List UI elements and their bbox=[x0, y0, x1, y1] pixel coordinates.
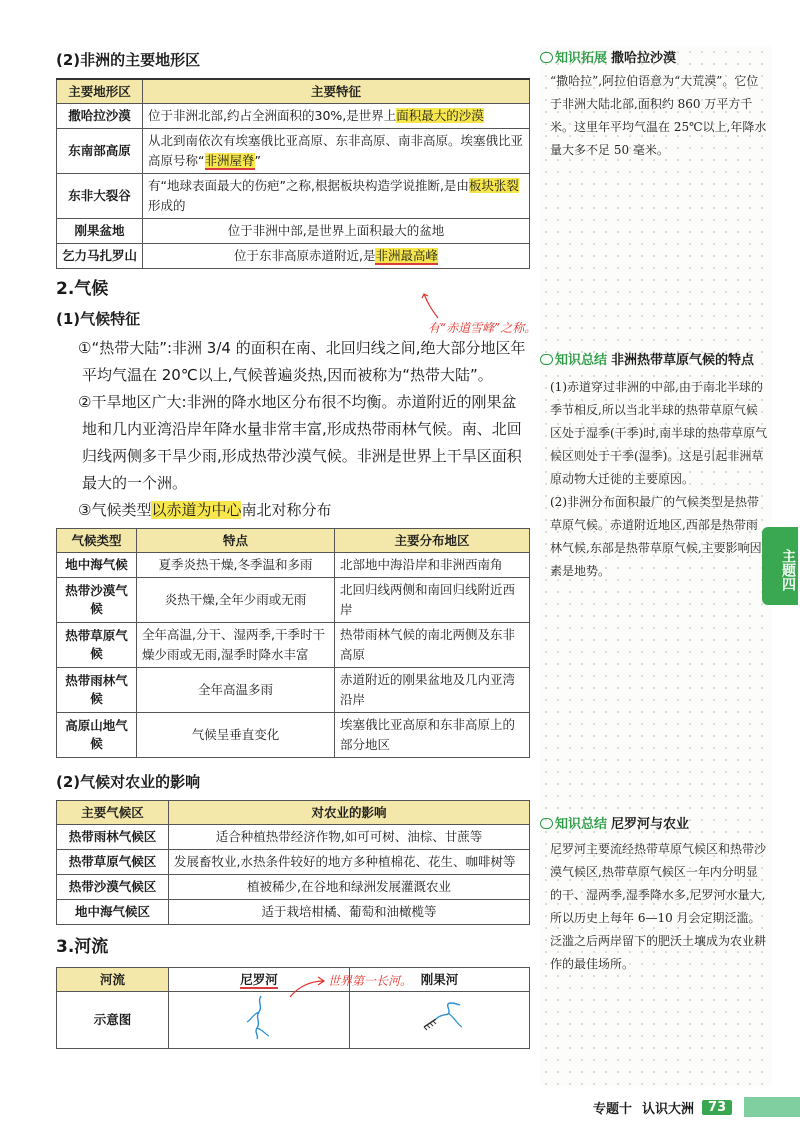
climate-region: 埃塞俄比亚高原和东非高原上的部分地区 bbox=[335, 712, 530, 757]
climate-region: 北部地中海沿岸和非洲西南角 bbox=[335, 552, 530, 577]
agri-effect: 植被稀少,在谷地和绿洲发展灌溉农业 bbox=[169, 874, 530, 899]
nile-diagram bbox=[169, 991, 350, 1048]
terrain-feature-pre: 有“地球表面最大的伤疤”之称,根据板块构造学说推断,是由 bbox=[148, 177, 469, 193]
terrain-feature-pre: 位于非洲北部,约占全洲面积的30%,是世界上 bbox=[148, 107, 397, 123]
terrain-feature bbox=[143, 218, 530, 243]
nile-river-sketch bbox=[239, 994, 279, 1040]
climate-p3-highlight: 以赤道为中心 bbox=[151, 500, 242, 519]
climate-region: 赤道附近的刚果盆地及几内亚湾沿岸 bbox=[335, 667, 530, 712]
climate-region: 北回归线两侧和南回归线附近西岸 bbox=[335, 577, 530, 622]
climate-p3-post: 南北对称分布 bbox=[241, 500, 332, 519]
climate-region: 热带雨林气候的南北两侧及东非高原 bbox=[335, 622, 530, 667]
terrain-name: 撒哈拉沙漠 bbox=[57, 103, 143, 128]
terrain-feature-pre: 从北到南依次有埃塞俄比亚高原、东非高原、南非高原。埃塞俄比亚高原号称“ bbox=[148, 132, 524, 168]
terrain-feature-highlight: 板块张裂 bbox=[468, 177, 519, 193]
kilimanjaro-note-arrow-icon bbox=[420, 292, 444, 322]
side-box2-p2: (2)非洲分布面积最广的气候类型是热带草原气候。赤道附近地区,西部是热带雨林气候,东部是热带草原气候,主要影响因素是地势。 bbox=[550, 495, 762, 578]
terrain-feature-highlight: 面积最大的沙漠 bbox=[396, 107, 484, 123]
table-row bbox=[57, 103, 530, 128]
terrain-name: 乞力马扎罗山 bbox=[57, 243, 143, 268]
climate-p1: ①“热带大陆”:非洲 3/4 的面积在南、北回归线之间,绝大部分地区年平均气温在 20℃以上,气候普遍炎热,因而被称为“热带大陆”。 bbox=[78, 338, 526, 384]
side-box1-header bbox=[540, 50, 772, 68]
side-box3-header bbox=[540, 816, 772, 834]
theme-tab: 主题四 bbox=[762, 527, 798, 605]
climate-type: 地中海气候 bbox=[57, 552, 137, 577]
terrain-name: 刚果盆地 bbox=[57, 218, 143, 243]
summary-icon bbox=[540, 354, 553, 365]
table-row bbox=[57, 712, 530, 757]
side-box3-badge bbox=[540, 816, 607, 834]
terrain-feature bbox=[143, 103, 530, 128]
river-diagram-label: 示意图 bbox=[57, 991, 169, 1048]
agri-zone: 热带沙漠气候区 bbox=[57, 874, 169, 899]
side-box1-text: “撒哈拉”,阿拉伯语意为“大荒漠”。它位于非洲大陆北部,面积约 860 万平方千米。这里年平均气温在 25℃以上,年降水量大多不足 50 毫米。 bbox=[550, 74, 767, 157]
climate-header-type: 气候类型 bbox=[57, 528, 137, 552]
climate-feature: 全年高温,分干、湿两季,干季时干燥少雨或无雨,湿季时降水丰富 bbox=[137, 622, 335, 667]
terrain-section-title: (2)非洲的主要地形区 bbox=[56, 51, 201, 69]
terrain-header-name: 主要地形区 bbox=[57, 79, 143, 103]
congo-river-sketch bbox=[410, 997, 470, 1037]
climate-p2: ②干旱地区广大:非洲的降水地区分布很不均衡。赤道附近的刚果盆地和几内亚湾沿岸年降水量非常丰富,形成热带雨林气候。南、北回归线两侧多干旱少雨,形成热带沙漠气候。非洲是世界上干旱区面积最大的一个洲。 bbox=[78, 392, 522, 492]
climate-type: 热带草原气候 bbox=[57, 622, 137, 667]
climate-type: 高原山地气候 bbox=[57, 712, 137, 757]
side-box2-badge bbox=[540, 352, 607, 370]
climate-type: 热带雨林气候 bbox=[57, 667, 137, 712]
terrain-name: 东非大裂谷 bbox=[57, 173, 143, 218]
climate-feature: 夏季炎热干燥,冬季温和多雨 bbox=[137, 552, 335, 577]
terrain-feature-post: 形成的 bbox=[148, 197, 186, 213]
side-box2-title: 非洲热带草原气候的特点 bbox=[611, 353, 755, 368]
side-box3-title: 尼罗河与农业 bbox=[611, 817, 690, 832]
table-row bbox=[57, 849, 530, 874]
river-nile-name: 尼罗河 bbox=[240, 972, 278, 987]
side-box2-header bbox=[540, 352, 772, 370]
table-row bbox=[57, 899, 530, 924]
agri-zone: 地中海气候区 bbox=[57, 899, 169, 924]
side-box2-p1: (1)赤道穿过非洲的中部,由于南北半球的季节相反,所以当北半球的热带草原气候区处于湿季(干季)时,南半球的热带草原气候区则处于干季(湿季)。这是引起非洲草原动物大迁徙的主要原因。 bbox=[550, 380, 768, 486]
footer-topic: 专题十 bbox=[593, 1101, 633, 1117]
agri-header-effect: 对农业的影响 bbox=[169, 800, 530, 824]
agri-title: (2)气候对农业的影响 bbox=[56, 772, 201, 791]
terrain-feature bbox=[143, 128, 530, 173]
climate-title: 2.气候 bbox=[56, 278, 109, 299]
page-number: 73 bbox=[702, 1100, 732, 1115]
terrain-feature-pre: 位于东非高原赤道附近,是 bbox=[234, 247, 376, 263]
table-row bbox=[57, 243, 530, 268]
side-box3-badge-text: 知识总结 bbox=[555, 817, 608, 832]
congo-diagram bbox=[350, 991, 530, 1048]
table-row bbox=[57, 173, 530, 218]
page-footer bbox=[593, 1097, 732, 1117]
terrain-name: 东南部高原 bbox=[57, 128, 143, 173]
terrain-feature-highlight: 非洲屋脊 bbox=[204, 152, 255, 168]
table-row bbox=[57, 824, 530, 849]
main-column bbox=[56, 48, 530, 1049]
agri-zone: 热带草原气候区 bbox=[57, 849, 169, 874]
climate-sub1: (1)气候特征 bbox=[56, 309, 141, 328]
climate-feature: 炎热干燥,全年少雨或无雨 bbox=[137, 577, 335, 622]
summary-icon bbox=[540, 818, 553, 829]
table-row bbox=[57, 874, 530, 899]
table-row bbox=[57, 622, 530, 667]
agri-zone: 热带雨林气候区 bbox=[57, 824, 169, 849]
footer-chapter: 认识大洲 bbox=[642, 1101, 695, 1117]
climate-header-feature: 特点 bbox=[137, 528, 335, 552]
kilimanjaro-note: 有“赤道雪峰”之称。 bbox=[428, 321, 537, 335]
side-box1-badge-text: 知识拓展 bbox=[555, 51, 608, 66]
terrain-feature-pre: 位于非洲中部,是世界上面积最大的盆地 bbox=[227, 222, 445, 238]
climate-type: 热带沙漠气候 bbox=[57, 577, 137, 622]
agri-header-zone: 主要气候区 bbox=[57, 800, 169, 824]
terrain-feature-post: ” bbox=[254, 152, 261, 168]
terrain-table bbox=[56, 78, 530, 269]
side-box2-badge-text: 知识总结 bbox=[555, 353, 608, 368]
climate-table bbox=[56, 528, 530, 758]
table-row bbox=[57, 218, 530, 243]
agri-effect: 适于栽培柑橘、葡萄和油橄榄等 bbox=[169, 899, 530, 924]
river-title: 3.河流 bbox=[56, 936, 109, 957]
agri-effect: 发展畜牧业,水热条件较好的地方多种植棉花、花生、咖啡树等 bbox=[169, 849, 530, 874]
table-row bbox=[57, 577, 530, 622]
agri-effect: 适合种植热带经济作物,如可可树、油棕、甘蔗等 bbox=[169, 824, 530, 849]
climate-feature: 全年高温多雨 bbox=[137, 667, 335, 712]
side-box3-text: 尼罗河主要流经热带草原气候区和热带沙漠气候区,热带草原气候区一年内分明显的干、湿两季,湿季降水多,尼罗河水量大,所以历史上每年 6—10 月会定期泛滥。泛滥之后两岸留下的肥沃土壤成为农业耕作的最佳场所。 bbox=[550, 842, 767, 971]
climate-header-region: 主要分布地区 bbox=[335, 528, 530, 552]
side-box1-badge bbox=[540, 50, 607, 68]
terrain-feature bbox=[143, 173, 530, 218]
footer-stripe bbox=[744, 1097, 800, 1117]
climate-p3 bbox=[78, 497, 526, 524]
nile-note: 世界第一长河。 bbox=[328, 974, 413, 988]
terrain-feature bbox=[143, 243, 530, 268]
agri-table bbox=[56, 800, 530, 925]
side-box1-title: 撒哈拉沙漠 bbox=[611, 51, 677, 66]
terrain-header-feature: 主要特征 bbox=[143, 79, 530, 103]
terrain-feature-highlight: 非洲最高峰 bbox=[375, 247, 438, 263]
sidebar bbox=[540, 46, 772, 1086]
expand-icon bbox=[540, 52, 553, 63]
table-row bbox=[57, 552, 530, 577]
river-header-label: 河流 bbox=[57, 967, 169, 991]
river-header-congo: 刚果河 bbox=[350, 967, 530, 991]
nile-note-arrow-icon bbox=[284, 975, 326, 999]
table-row bbox=[57, 128, 530, 173]
climate-p3-pre: ③气候类型 bbox=[78, 500, 152, 519]
climate-feature: 气候呈垂直变化 bbox=[137, 712, 335, 757]
table-row bbox=[57, 667, 530, 712]
